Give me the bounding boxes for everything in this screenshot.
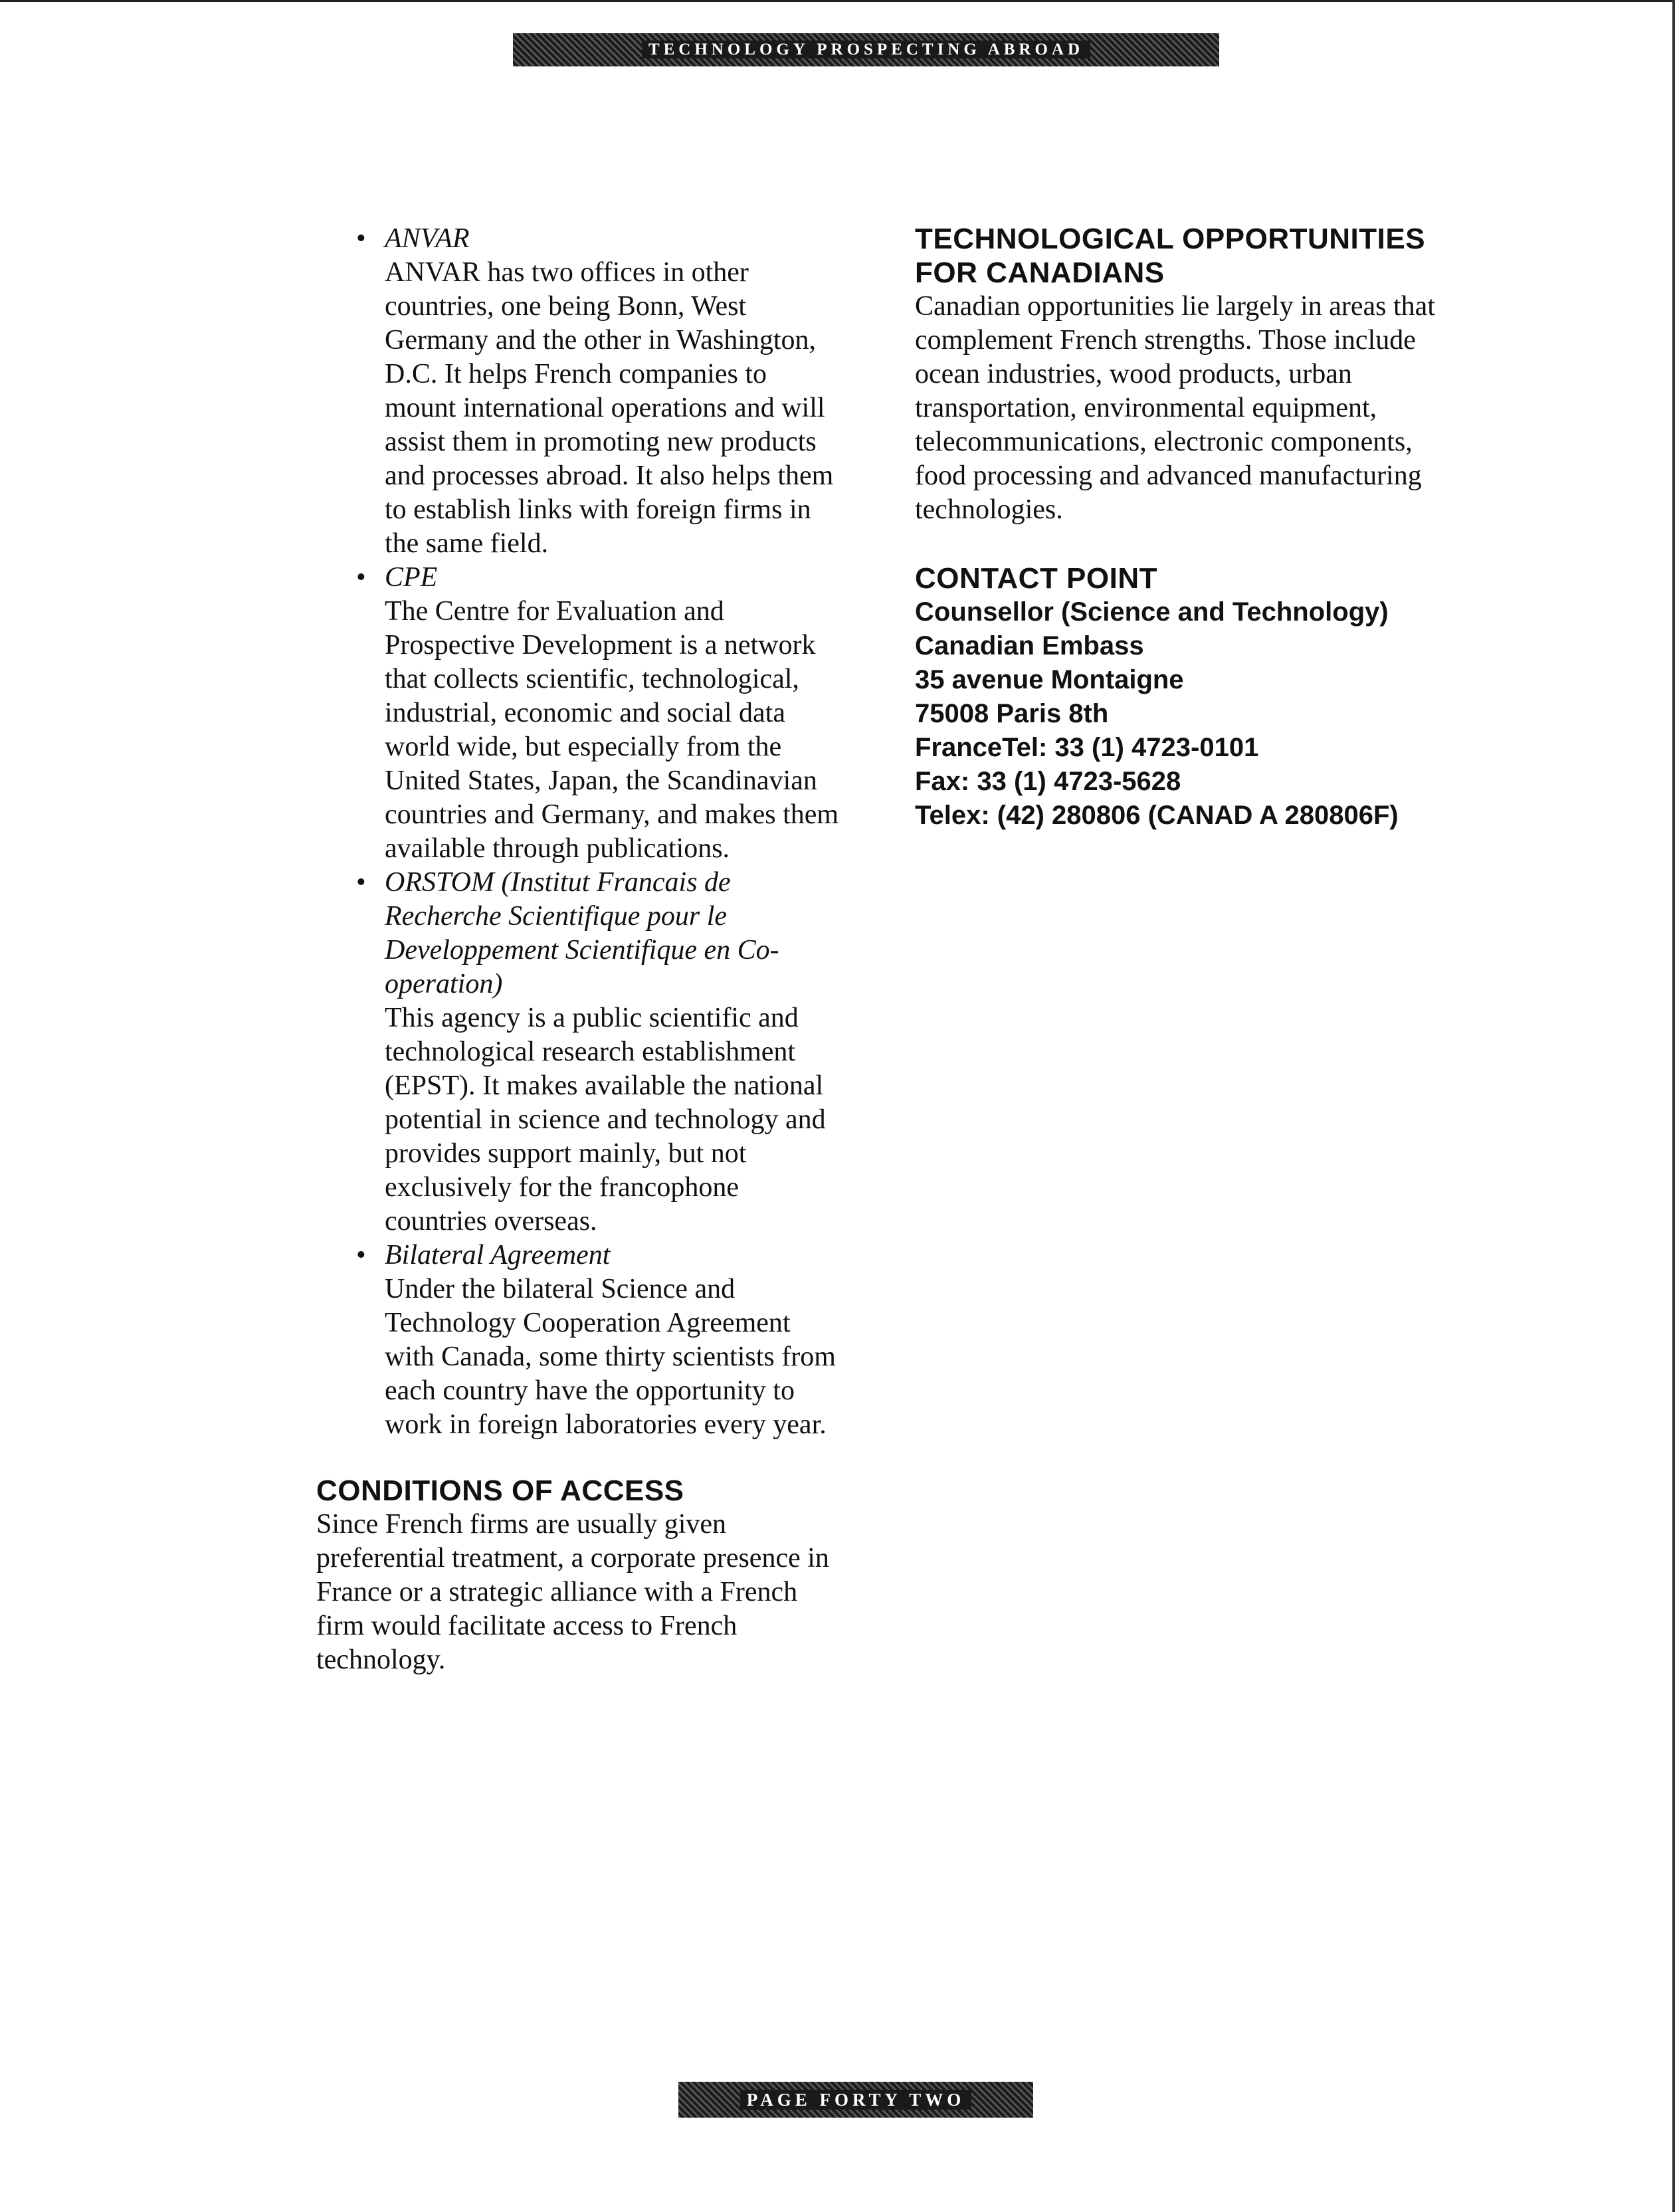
- contact-line: 75008 Paris 8th: [915, 699, 1109, 728]
- list-item: [316, 1239, 841, 1442]
- contact-heading: CONTACT POINT: [915, 562, 1157, 595]
- organization-list: [316, 222, 841, 1442]
- conditions-body: Since French firms are usually given preferential treatment, a corporate presence in France or a strategic alliance with a French firm would facilitate access to French technology.: [316, 1509, 829, 1675]
- entry-title: • ORSTOM (Institut Francais de Recherche Scientifique pour le Developpement Scientifique en Co-operation): [385, 867, 779, 999]
- entry-title: • CPE: [385, 562, 438, 593]
- footer-banner: [678, 2082, 1033, 2118]
- contact-line: Fax: 33 (1) 4723-5628: [915, 767, 1181, 796]
- contact-line: Counsellor (Science and Technology): [915, 597, 1389, 627]
- entry-body: The Centre for Evaluation and Prospective Development is a network that collects scientific, technological, industrial, economic and social data world wide, but especially from the United States, Japan, the Scandinavian countries and Germany, and makes them available through publications.: [385, 596, 839, 864]
- list-item: [316, 561, 841, 866]
- contact-line: Telex: (42) 280806 (CANAD A 280806F): [915, 801, 1399, 830]
- page-top-edge: [0, 0, 1675, 2]
- header-banner: [513, 33, 1219, 66]
- right-column: [915, 222, 1446, 833]
- contact-details: [915, 595, 1446, 833]
- contact-line: 35 avenue Montaigne: [915, 665, 1184, 694]
- entry-body: This agency is a public scientific and technological research establishment (EPST). It makes available the national potential in science and technology and provides support mainly, but not exclusively for the francophone countries overseas.: [385, 1003, 826, 1237]
- page-right-edge: [1672, 0, 1675, 2212]
- opportunities-heading: TECHNOLOGICAL OPPORTUNITIES FOR CANADIANS: [915, 223, 1426, 289]
- opportunities-body: Canadian opportunities lie largely in areas that complement French strengths. Those include ocean industries, wood products, urban transportation, environmental equipment, telecommunications, electronic components, food processing and advanced manufacturing technologies.: [915, 291, 1435, 525]
- left-column: [316, 222, 841, 1677]
- contact-line: FranceTel: 33 (1) 4723-0101: [915, 733, 1259, 762]
- entry-title: • ANVAR: [385, 223, 470, 254]
- entry-body: Under the bilateral Science and Technology Cooperation Agreement with Canada, some thirty scientists from each country have the opportunity to work in foreign laboratories every year.: [385, 1274, 836, 1440]
- entry-body: ANVAR has two offices in other countries, one being Bonn, West Germany and the other in Washington, D.C. It helps French companies to mount international operations and will assist them in promoting new products and processes abroad. It also helps them to establish links with foreign firms in the same field.: [385, 257, 834, 559]
- conditions-heading: CONDITIONS OF ACCESS: [316, 1474, 684, 1507]
- header-banner-text: TECHNOLOGY PROSPECTING ABROAD: [642, 41, 1090, 58]
- list-item: [316, 222, 841, 561]
- page-number: PAGE FORTY TWO: [740, 2090, 972, 2110]
- contact-line: Canadian Embass: [915, 631, 1144, 660]
- list-item: [316, 866, 841, 1239]
- entry-title: • Bilateral Agreement: [385, 1240, 611, 1270]
